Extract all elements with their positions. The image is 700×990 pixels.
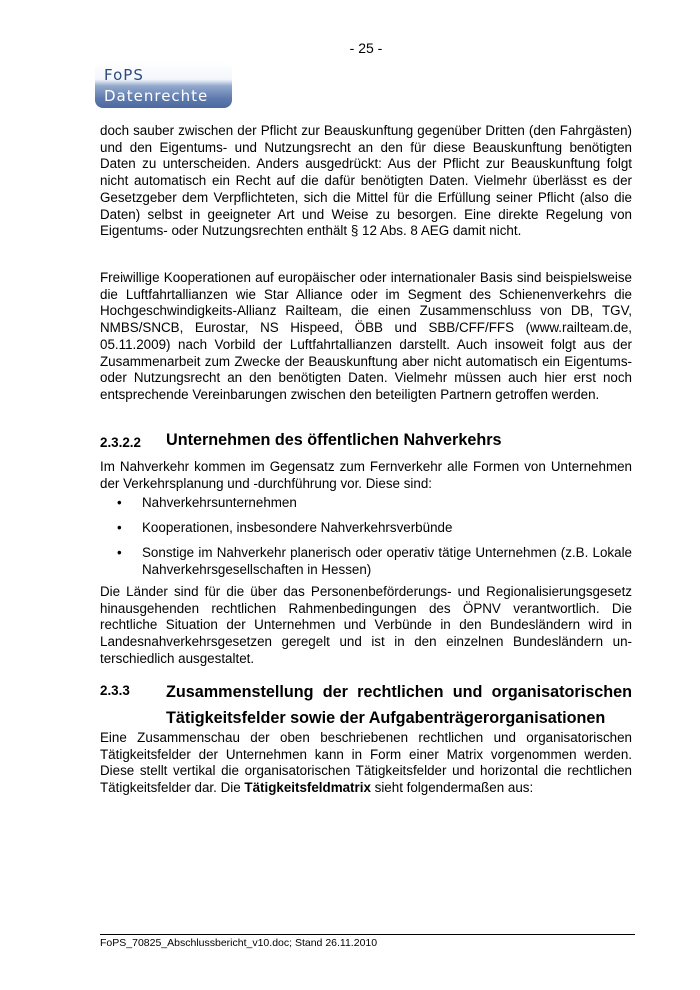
logo-line-datenrechte: Datenrechte: [104, 87, 209, 105]
list-item-text: Kooperationen, insbesondere Nahverkehrsverbünde: [142, 520, 453, 535]
paragraph-freiwillige-kooperationen: Freiwillige Kooperationen auf europäischer oder internationaler Basis sind beispielsweise die Luftfahrtallianzen wie Star Alliance oder im Segment des Schienenverkehrs die Hochgeschwindigkeits-Allianz Railteam, die einen Zusammenschluss von DB, TGV, NMBS/SNCB, Eurostar, NS Hispeed, ÖBB und SBB/CFF/FFS (www.railteam.de, 05.11.2009) nach Vorbild der Luftfahrtallianzen darstellt. Auch insoweit folgt aus der Zusammenarbeit zum Zwecke der Beauskunftung aber nicht automatisch ein Eigentums- oder Nutzungsrecht an den benötigten Daten. Vielmehr müssen auch hier erst noch entsprechende Vereinbarungen zwischen den beteiligten Partnern getroffen werden.: [100, 270, 632, 402]
paragraph-matrix: [100, 730, 632, 797]
bullet-icon: •: [117, 520, 122, 535]
bullet-icon: •: [117, 545, 122, 560]
paragraph-nahverkehr-intro: Im Nahverkehr kommen im Gegensatz zum Fernverkehr alle Formen von Unternehmen der Verkehrsplanung und -durchführung vor. Diese sind:: [100, 459, 632, 491]
term-taetigkeitsfeldmatrix: Tätigkeitsfeldmatrix: [244, 780, 371, 796]
paragraph-beauskunftung: doch sauber zwischen der Pflicht zur Beauskunftung gegenüber Dritten (den Fahrgästen) und den Eigentums- und Nutzungsrecht an den für diese Beauskunftung benötigten Daten zu unterscheiden. Anders ausgedrückt: Aus der Pflicht zur Beauskunftung folgt nicht automatisch ein Recht auf die dafür benötigten Daten. Vielmehr überlässt es der Gesetzgeber dem Verpflichteten, sich die Mittel für die Erfüllung seiner Pflicht (also die Daten) selbst in geeigneter Art und Weise zu besorgen. Eine direkte Regelung von Eigentums- oder Nutzungsrechten enthält § 12 Abs. 8 AEG damit nicht.: [100, 123, 632, 239]
fops-logo: [95, 62, 232, 108]
section-title-nahverkehr: Unternehmen des öffentlichen Nahverkehrs: [166, 431, 502, 449]
bullet-icon: •: [117, 495, 122, 510]
footer-text: FoPS_70825_Abschlussbericht_v10.doc; Stand 26.11.2010: [100, 937, 378, 949]
paragraph-matrix-text: Eine Zusammenschau der oben beschriebenen rechtlichen und organisatorischen Tätigkeitsfelder der Unternehmen kann in Form einer Matrix vorgenommen werden. Diese stellt vertikal die organisatorischen Tätigkeitsfelder und horizontal die rechtlichen Tätigkeitsfelder dar. Die: [100, 730, 632, 796]
paragraph-laender: Die Länder sind für die über das Personenbeförderungs- und Regionalisierungsgesetz hinausgehenden rechtlichen Rahmenbedingungen des ÖPNV verantwortlich. Die rechtliche Situation der Unternehmen und Verbünde in den Bundesländern wird in Landesnahverkehrsgesetzen geregelt und ist in den einzelnen Bundesländern unterschiedlich ausgestaltet.: [100, 584, 632, 666]
paragraph-matrix-end: sieht folgendermaßen aus:: [370, 780, 534, 796]
footer-divider: [100, 934, 635, 935]
section-title-zusammenstellung: Zusammenstellung der rechtlichen und organisatorischen Tätigkeitsfelder sowie der Aufgabenträgerorganisationen: [166, 683, 632, 727]
page-number: - 25 -: [349, 40, 383, 56]
section-number-2-3-3: 2.3.3: [100, 683, 130, 698]
list-item-text: Nahverkehrsunternehmen: [142, 495, 297, 510]
list-item-text: Sonstige im Nahverkehr planerisch oder operativ tätige Unternehmen (z.B. Lokale Nahverkehrsgesellschaften in Hessen): [142, 545, 632, 577]
logo-line-fops: FoPS: [104, 66, 144, 84]
section-number-2-3-2-2: 2.3.2.2: [100, 435, 141, 450]
